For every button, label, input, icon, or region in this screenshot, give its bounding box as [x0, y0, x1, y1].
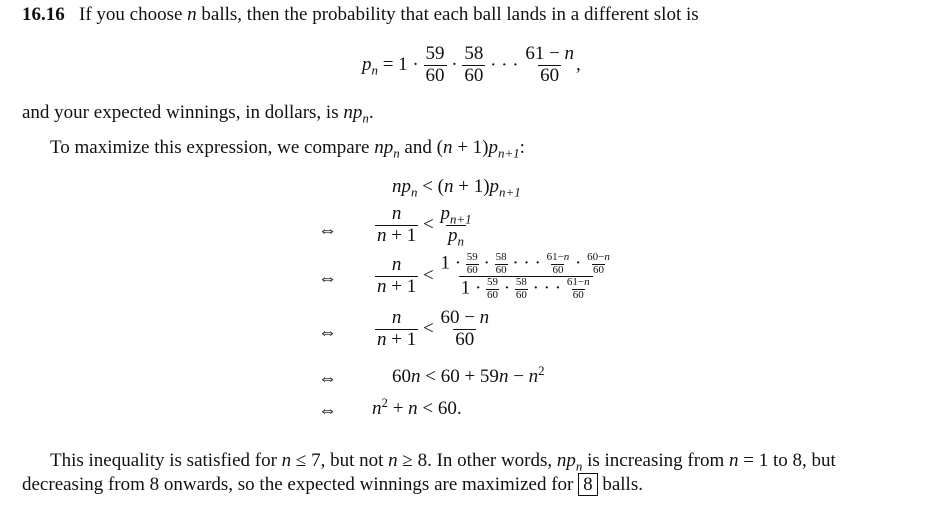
problem-intro-line: 16.16 If you choose n balls, then the probability that each ball lands in a different slot is [22, 4, 699, 25]
iff-symbol-6: ⇔ [318, 400, 337, 421]
iff-symbol-3: ⇔ [318, 268, 337, 289]
derivation-line-5: $60n < 60 + 59n - n^2$ [392, 362, 545, 387]
frac-59-60: $\frac{59}{60}$ [425, 43, 445, 86]
maximize-text: To maximize this expression, we compare $np_n$ and $(n + 1)p_{n+1}$: [50, 137, 525, 161]
frac-58-60: $\frac{58}{60}$ [464, 43, 484, 86]
derivation-line-2: $\frac{n}{n + 1}$ < $\frac{p_{n+1}}{p_n}$ [377, 203, 472, 249]
iff-symbol-2: ⇔ [318, 220, 337, 241]
iff-symbol-4: ⇔ [318, 322, 337, 343]
conclusion-line-2: decreasing from 8 onwards, so the expected winnings are maximized for 8 balls. [22, 474, 643, 495]
derivation-line-3: $\frac{n}{n + 1}$ < 1 · $\frac{59}{60}$ · $\frac{58}{60}$ · · · $\frac{61-n}{60}$ · $\frac{60-n}{60}$ 1 · $\frac{59}{60}$ · $\frac{58}{60}$ · · · $\frac{61-n}{60}$ [377, 251, 610, 301]
derivation-line-6: $n^2 + n < 60$. [372, 394, 462, 419]
pn-formula: $p_n = 1$ · $\frac{59}{60}$ · $\frac{58}{60}$ · · · $\frac{61 - n}{60}$ , [362, 43, 581, 86]
expected-winnings-text: and your expected winnings, in dollars, is $np_n$. [22, 102, 374, 126]
iff-symbol-5: ⇔ [318, 368, 337, 389]
conclusion-line-1: This inequality is satisfied for n ≤ 7, but not n ≥ 8. In other words, $np_n$ is increasing from n = 1 to 8, but [50, 450, 836, 474]
frac-61-n-60: $\frac{61 - n}{60}$ [525, 43, 575, 86]
boxed-answer: 8 [578, 473, 598, 496]
derivation-line-4: $\frac{n}{n + 1}$ < $\frac{60 - n}{60}$ [377, 307, 490, 350]
problem-number: 16.16 [22, 4, 65, 25]
derivation-line-1: $np_n < (n + 1)p_{n+1}$ [392, 176, 521, 200]
